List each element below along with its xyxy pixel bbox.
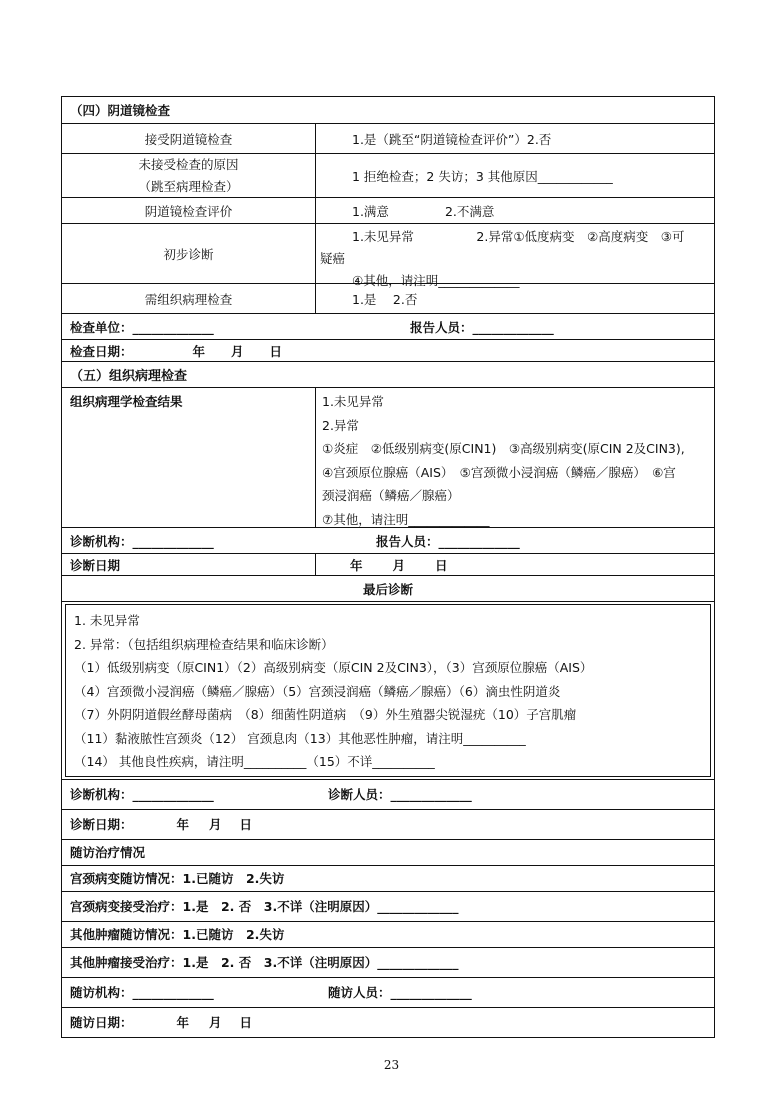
biopsy-needed-options[interactable]: 1.是 2.否: [352, 291, 418, 307]
follow-up-institution-row: [62, 977, 714, 1007]
not-accepted-reason-label-line2: （跳至病理检查）: [138, 178, 239, 194]
other-tumor-treatment-field[interactable]: 其他肿瘤接受治疗：1.是 2. 否 3.不详（注明原因）_____________: [70, 955, 459, 970]
colposcopy-accepted-options[interactable]: 1.是（跳至“阴道镜检查评价”）2.否: [352, 131, 552, 147]
histopathology-result-label: 组织病理学检查结果: [62, 388, 316, 527]
other-tumor-follow-up-row: [62, 921, 714, 947]
page-number: 23: [383, 1058, 400, 1072]
histo-institution-field[interactable]: 诊断机构：_____________: [70, 533, 214, 549]
final-diagnosis-title: 最后诊断: [362, 581, 413, 597]
not-accepted-reason-label-line1: 未接受检查的原因: [138, 156, 239, 172]
other-tumor-follow-up-field[interactable]: 其他肿瘤随访情况：1.已随访 2.失访: [70, 927, 285, 942]
final-diagnosis-options-row: [62, 601, 714, 779]
preliminary-diagnosis-line3: ④其他，请注明_____________: [352, 273, 520, 288]
final-diagnosis-line: （1）低级别病变（原CIN1）（2）高级别病变（原CIN 2及CIN3），（3）宫颈原位腺癌（AIS）: [74, 660, 593, 675]
histo-result-line: ④宫颈原位腺癌（AIS） ⑤宫颈微小浸润癌（鳞癌／腺癌） ⑥宫: [322, 464, 676, 480]
follow-up-header: [62, 839, 714, 865]
colposcopy-evaluation-options: [316, 198, 714, 223]
colposcopy-accepted-label: 接受阴道镜检查: [62, 124, 316, 153]
preliminary-diagnosis-row: [62, 223, 714, 288]
follow-up-staff-field[interactable]: 随访人员：_____________: [328, 985, 472, 1000]
not-accepted-reason-label: [62, 154, 316, 197]
histo-result-line: 1.未见异常: [322, 394, 384, 409]
histopathology-section-title: （五）组织病理检查: [70, 369, 188, 384]
final-date-field[interactable]: [62, 810, 714, 839]
final-diagnosis-options[interactable]: [65, 604, 711, 777]
final-diagnosis-line: （4）宫颈微小浸润癌（鳞癌／腺癌）（5）宫颈浸润癌（鳞癌／腺癌）（6）滴虫性阴道炎: [74, 683, 561, 699]
final-date-label: 诊断日期：: [70, 817, 133, 832]
final-diagnosis-line: （14） 其他良性疾病，请注明__________（15）不详__________: [74, 754, 435, 769]
preliminary-diagnosis-options[interactable]: [316, 224, 714, 288]
final-date-day: 日: [239, 817, 253, 832]
follow-up-title: 随访治疗情况: [70, 845, 146, 860]
histo-reporter-field[interactable]: 报告人员：_____________: [376, 533, 520, 549]
exam-date-label: 检查日期：: [70, 343, 133, 359]
exam-date-month: 月: [231, 343, 244, 359]
final-diagnosis-line: 2. 异常：（包括组织病理检查结果和临床诊断）: [74, 636, 334, 652]
follow-up-date-month: 月: [209, 1015, 222, 1030]
histo-result-line: 颈浸润癌（鳞癌／腺癌）: [322, 488, 460, 503]
cervical-treatment-row: [62, 891, 714, 921]
final-diagnostician-field[interactable]: 诊断人员：_____________: [328, 787, 472, 802]
colposcopy-accepted-row: [62, 123, 714, 153]
histo-result-line: ⑦其他，请注明_____________: [322, 511, 490, 527]
histopathology-result-row: [62, 387, 714, 527]
histo-date-year: 年: [350, 557, 363, 573]
follow-up-institution-field[interactable]: 随访机构：_____________: [70, 985, 214, 1000]
exam-unit-field[interactable]: 检查单位：_____________: [70, 319, 214, 335]
histopathology-result-options[interactable]: [316, 388, 714, 527]
follow-up-date-field[interactable]: [62, 1008, 714, 1037]
histo-date-month: 月: [392, 557, 406, 573]
exam-date-field[interactable]: [62, 340, 714, 361]
final-diagnosis-line: 1. 未见异常: [74, 613, 140, 628]
not-accepted-reason-row: [62, 153, 714, 197]
colposcopy-section-title: （四）阴道镜检查: [70, 103, 171, 118]
colposcopy-evaluation-label: 阴道镜检查评价: [62, 198, 316, 223]
final-institution-field[interactable]: 诊断机构：_____________: [70, 787, 214, 802]
follow-up-date-label: 随访日期：: [70, 1015, 133, 1030]
preliminary-diagnosis-label: 初步诊断: [62, 224, 316, 283]
reporter-field[interactable]: 报告人员：_____________: [410, 319, 554, 335]
colposcopy-section-header: [62, 97, 714, 123]
final-diagnosis-line: （7）外阴阴道假丝酵母菌病 （8）细菌性阴道病 （9）外生殖器尖锐湿疣（10）子宫肌瘤: [74, 707, 577, 722]
final-date-row: [62, 809, 714, 839]
evaluation-option-unsatisfied[interactable]: 2.不满意: [444, 203, 495, 219]
exam-date-row: [62, 339, 714, 361]
preliminary-diagnosis-line2: 疑癌: [320, 251, 346, 266]
final-date-year: 年: [176, 817, 190, 832]
follow-up-date-year: 年: [176, 1015, 190, 1030]
histo-result-line: 2.异常: [322, 417, 359, 433]
final-diagnosis-header: [62, 575, 714, 601]
not-accepted-reason-options[interactable]: 1 拒绝检查；2 失访；3 其他原因____________: [352, 168, 613, 184]
cervical-treatment-field[interactable]: 宫颈病变接受治疗：1.是 2. 否 3.不详（注明原因）_____________: [70, 899, 459, 914]
evaluation-option-satisfied[interactable]: 1.满意: [352, 203, 389, 219]
final-date-month: 月: [209, 817, 222, 832]
final-institution-row: [62, 779, 714, 809]
exam-unit-row: [62, 313, 714, 339]
follow-up-date-day: 日: [239, 1015, 253, 1030]
biopsy-needed-row: [62, 283, 714, 313]
biopsy-needed-label: 需组织病理检查: [62, 284, 316, 313]
colposcopy-evaluation-row: [62, 197, 714, 223]
histo-date-day: 日: [435, 557, 448, 573]
histo-date-label: 诊断日期: [62, 554, 316, 575]
histo-date-field[interactable]: [316, 554, 714, 575]
histopathology-section-header: [62, 361, 714, 387]
final-diagnosis-line: （11）黏液脓性宫颈炎（12） 宫颈息肉（13）其他恶性肿瘤，请注明__________: [74, 730, 526, 746]
screening-form: [61, 96, 715, 1038]
histo-date-row: [62, 553, 714, 575]
cervical-follow-up-field[interactable]: 宫颈病变随访情况：1.已随访 2.失访: [70, 871, 285, 886]
cervical-follow-up-row: [62, 865, 714, 891]
histo-result-line: ①炎症 ②低级别病变(原CIN1) ③高级别病变(原CIN 2及CIN3),: [322, 441, 685, 456]
other-tumor-treatment-row: [62, 947, 714, 977]
follow-up-date-row: [62, 1007, 714, 1037]
preliminary-diagnosis-line1: 1.未见异常 2.异常①低度病变 ②高度病变 ③可: [352, 229, 685, 244]
histo-institution-row: [62, 527, 714, 553]
exam-date-year: 年: [192, 343, 206, 359]
exam-date-day: 日: [269, 343, 283, 359]
